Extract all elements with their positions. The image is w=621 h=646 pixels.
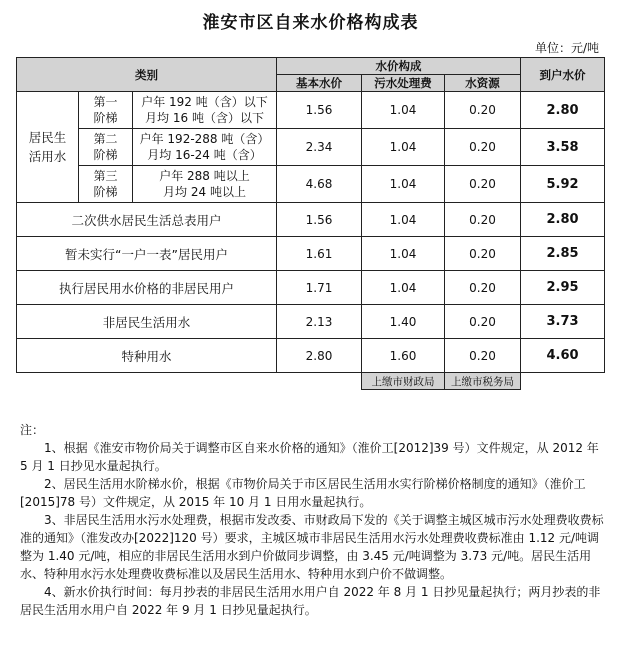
sewage-fee-cell: 1.04 — [362, 203, 445, 237]
table-row — [17, 271, 605, 305]
tier-description: 户年 288 吨以上 月均 24 吨以上 — [133, 166, 277, 203]
basic-price-cell: 2.34 — [277, 129, 362, 166]
price-table — [16, 57, 605, 390]
sewage-fee-cell: 1.60 — [362, 339, 445, 373]
water-resource-cell: 0.20 — [445, 166, 521, 203]
basic-price-cell: 2.13 — [277, 305, 362, 339]
payee-row — [17, 373, 605, 390]
sewage-fee-cell: 1.04 — [362, 92, 445, 129]
sewage-fee-cell: 1.04 — [362, 271, 445, 305]
header-category: 类别 — [17, 58, 277, 92]
header-sewage-fee: 污水处理费 — [362, 75, 445, 92]
tier-description: 户年 192-288 吨（含） 月均 16-24 吨（含） — [133, 129, 277, 166]
final-price-cell: 2.80 — [521, 92, 605, 129]
table-row — [17, 237, 605, 271]
sewage-fee-cell: 1.40 — [362, 305, 445, 339]
water-resource-cell: 0.20 — [445, 339, 521, 373]
final-price-cell: 2.95 — [521, 271, 605, 305]
water-resource-cell: 0.20 — [445, 305, 521, 339]
category-label: 执行居民用水价格的非居民用户 — [17, 271, 277, 305]
tier-name: 第三 阶梯 — [79, 166, 133, 203]
final-price-cell: 4.60 — [521, 339, 605, 373]
basic-price-cell: 1.61 — [277, 237, 362, 271]
water-resource-cell: 0.20 — [445, 203, 521, 237]
category-label: 特种用水 — [17, 339, 277, 373]
resource-payee: 上缴市税务局 — [445, 373, 521, 390]
table-row — [17, 129, 605, 166]
header-basic-price: 基本水价 — [277, 75, 362, 92]
notes-heading: 注： — [20, 423, 45, 437]
table-row — [17, 166, 605, 203]
basic-price-cell: 1.56 — [277, 92, 362, 129]
note-item: 4、新水价执行时间：每月抄表的非居民生活用水用户自 2022 年 8 月 1 日抄见量起执行；两月抄表的非居民生活用水用户自 2022 年 9 月 1 日抄见量起执行。 — [20, 585, 601, 617]
water-resource-cell: 0.20 — [445, 237, 521, 271]
sewage-payee: 上缴市财政局 — [362, 373, 445, 390]
header-water-resource: 水资源 — [445, 75, 521, 92]
final-price-cell: 5.92 — [521, 166, 605, 203]
final-price-cell: 3.73 — [521, 305, 605, 339]
residential-label: 居民生 活用水 — [17, 92, 79, 203]
basic-price-cell: 1.56 — [277, 203, 362, 237]
category-label: 二次供水居民生活总表用户 — [17, 203, 277, 237]
header-composition: 水价构成 — [277, 58, 521, 75]
table-row — [17, 339, 605, 373]
basic-price-cell: 1.71 — [277, 271, 362, 305]
category-label: 暂未实行“一户一表”居民用户 — [17, 237, 277, 271]
unit-label: 单位：元/吨 — [534, 41, 599, 55]
tier-name: 第一 阶梯 — [79, 92, 133, 129]
table-row — [17, 203, 605, 237]
sewage-fee-cell: 1.04 — [362, 237, 445, 271]
final-price-cell: 2.80 — [521, 203, 605, 237]
page-title: 淮安市区自来水价格构成表 — [202, 13, 419, 33]
note-item: 2、居民生活用水阶梯水价，根据《市物价局关于市区居民生活用水实行阶梯价格制度的通知》（淮价工[2015]78 号）文件规定，从 2015 年 10 月 1 日用水量起执行。 — [20, 477, 586, 509]
category-label: 非居民生活用水 — [17, 305, 277, 339]
notes-section — [20, 421, 606, 619]
final-price-cell: 3.58 — [521, 129, 605, 166]
final-price-cell: 2.85 — [521, 237, 605, 271]
note-item: 3、非居民生活用水污水处理费，根据市发改委、市财政局下发的《关于调整主城区城市污水处理费收费标准的通知》（淮发改办[2022]120 号）要求，主城区城市非居民生活用水污水处理费收费标准由 1.12 元/吨调整为 1.40 元/吨，相应的非居民生活用水到户价做同步调整，由 3.45 元/吨调整为 3.73 元/吨。居民生活用水、特种用水污水处理费收费标准以及居民生活用水、特种用水到户价不做调整。 — [20, 513, 604, 581]
water-resource-cell: 0.20 — [445, 129, 521, 166]
tier-description: 户年 192 吨（含）以下 月均 16 吨（含）以下 — [133, 92, 277, 129]
sewage-fee-cell: 1.04 — [362, 129, 445, 166]
tier-name: 第二 阶梯 — [79, 129, 133, 166]
basic-price-cell: 4.68 — [277, 166, 362, 203]
sewage-fee-cell: 1.04 — [362, 166, 445, 203]
note-item: 1、根据《淮安市物价局关于调整市区自来水价格的通知》（淮价工[2012]39 号）文件规定，从 2012 年 5 月 1 日抄见水量起执行。 — [20, 441, 599, 473]
table-row — [17, 92, 605, 129]
basic-price-cell: 2.80 — [277, 339, 362, 373]
header-final-price: 到户水价 — [521, 58, 605, 92]
water-resource-cell: 0.20 — [445, 271, 521, 305]
water-resource-cell: 0.20 — [445, 92, 521, 129]
table-row — [17, 305, 605, 339]
